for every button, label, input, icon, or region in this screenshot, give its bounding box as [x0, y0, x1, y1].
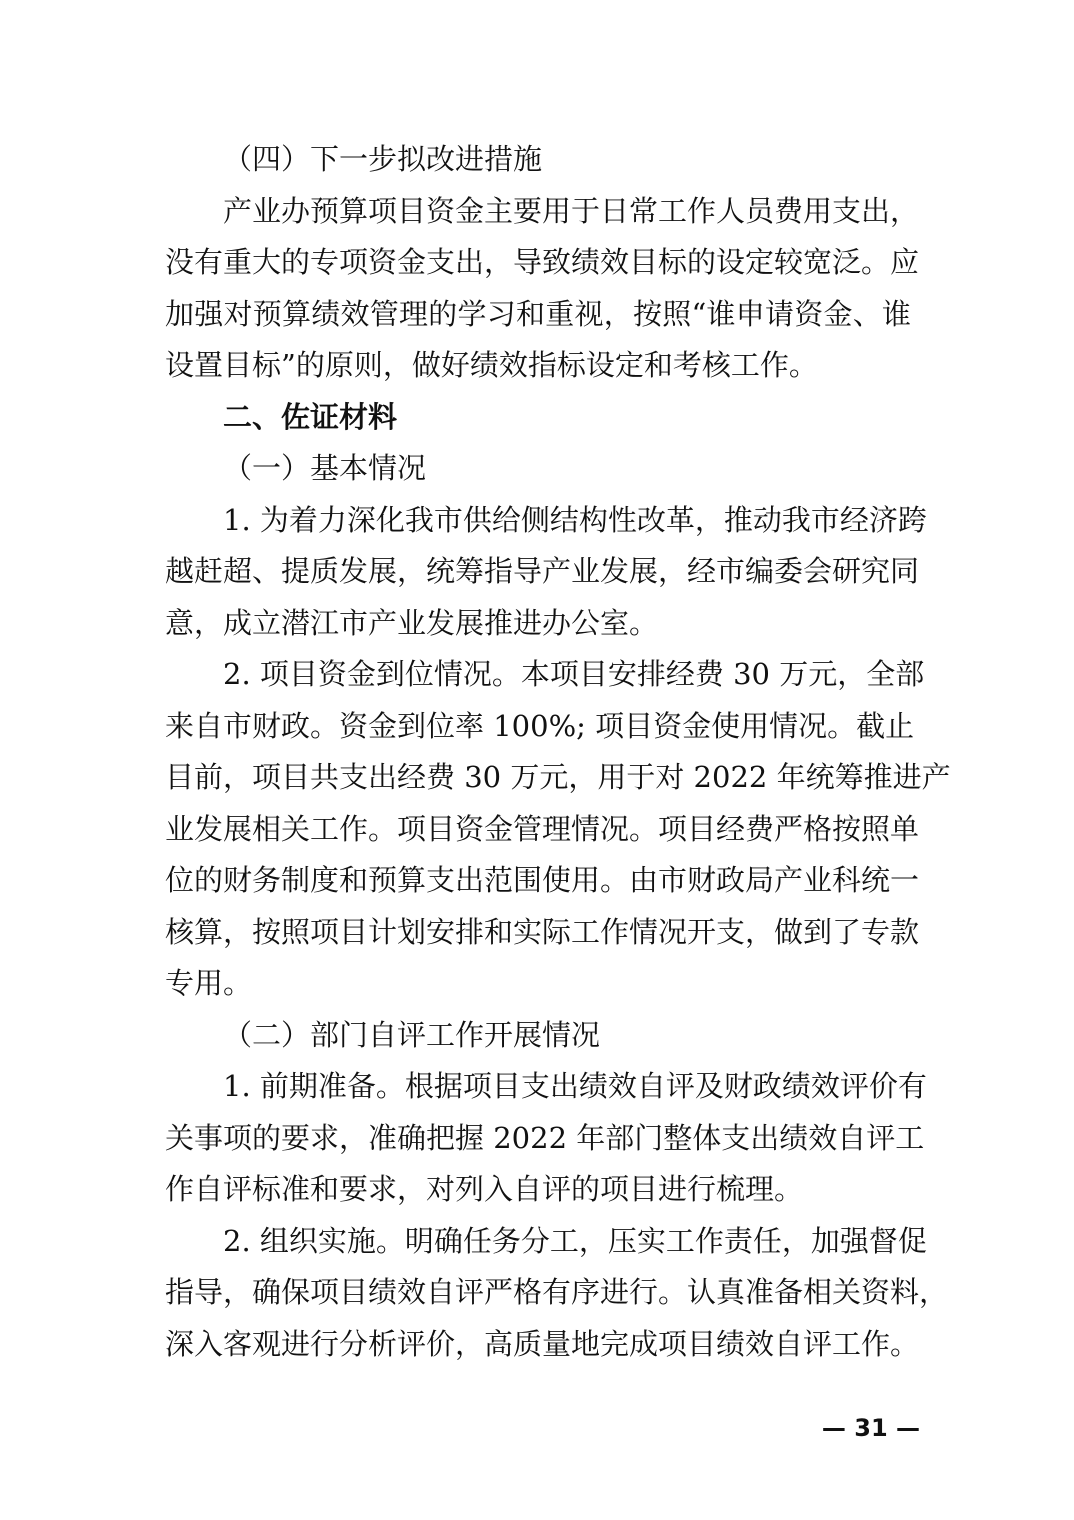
- page-number: — 31 —: [821, 1414, 920, 1442]
- body-text: [165, 134, 951, 1370]
- paragraph-line: 作自评标准和要求，对列入自评的项目进行梳理。: [165, 1172, 804, 1206]
- subsection-heading: （一）基本情况: [223, 451, 427, 485]
- subsection-heading: （四）下一步拟改进措施: [223, 142, 543, 176]
- paragraph-line: 来自市财政。资金到位率 100%; 项目资金使用情况。截止: [165, 708, 915, 743]
- section-heading: 二、佐证材料: [223, 399, 398, 434]
- paragraph-line: 产业办预算项目资金主要用于日常工作人员费用支出，: [223, 193, 920, 228]
- paragraph-line: 关事项的要求，准确把握 2022 年部门整体支出绩效自评工: [165, 1120, 925, 1155]
- subsection-heading: （二）部门自评工作开展情况: [223, 1017, 601, 1052]
- paragraph-line: 核算，按照项目计划安排和实际工作情况开支，做到了专款: [165, 914, 920, 949]
- paragraph-line: 没有重大的专项资金支出，导致绩效目标的设定较宽泛。应: [165, 245, 920, 279]
- paragraph-line: 业发展相关工作。项目资金管理情况。项目经费严格按照单: [165, 811, 920, 846]
- paragraph-line: 1. 前期准备。根据项目支出绩效自评及财政绩效评价有: [223, 1069, 927, 1103]
- paragraph-line: 2. 项目资金到位情况。本项目安排经费 30 万元，全部: [223, 657, 925, 691]
- paragraph-line: 越赶超、提质发展，统筹指导产业发展，经市编委会研究同: [165, 554, 920, 588]
- paragraph-line: 专用。: [165, 966, 253, 1000]
- paragraph-line: 加强对预算绩效管理的学习和重视，按照“谁申请资金、谁: [165, 296, 911, 331]
- paragraph-line: 深入客观进行分析评价，高质量地完成项目绩效自评工作。: [165, 1326, 920, 1361]
- paragraph-line: 2. 组织实施。明确任务分工，压实工作责任，加强督促: [223, 1223, 927, 1258]
- paragraph-line: 指导，确保项目绩效自评严格有序进行。认真准备相关资料，: [165, 1275, 949, 1309]
- paragraph-line: 位的财务制度和预算支出范围使用。由市财政局产业科统一: [165, 863, 920, 897]
- paragraph-line: 1. 为着力深化我市供给侧结构性改革，推动我市经济跨: [223, 502, 927, 537]
- paragraph-line: 目前，项目共支出经费 30 万元，用于对 2022 年统筹推进产: [165, 760, 951, 794]
- paragraph-line: 意，成立潜江市产业发展推进办公室。: [165, 605, 659, 640]
- paragraph-line: 设置目标”的原则，做好绩效指标设定和考核工作。: [165, 348, 818, 382]
